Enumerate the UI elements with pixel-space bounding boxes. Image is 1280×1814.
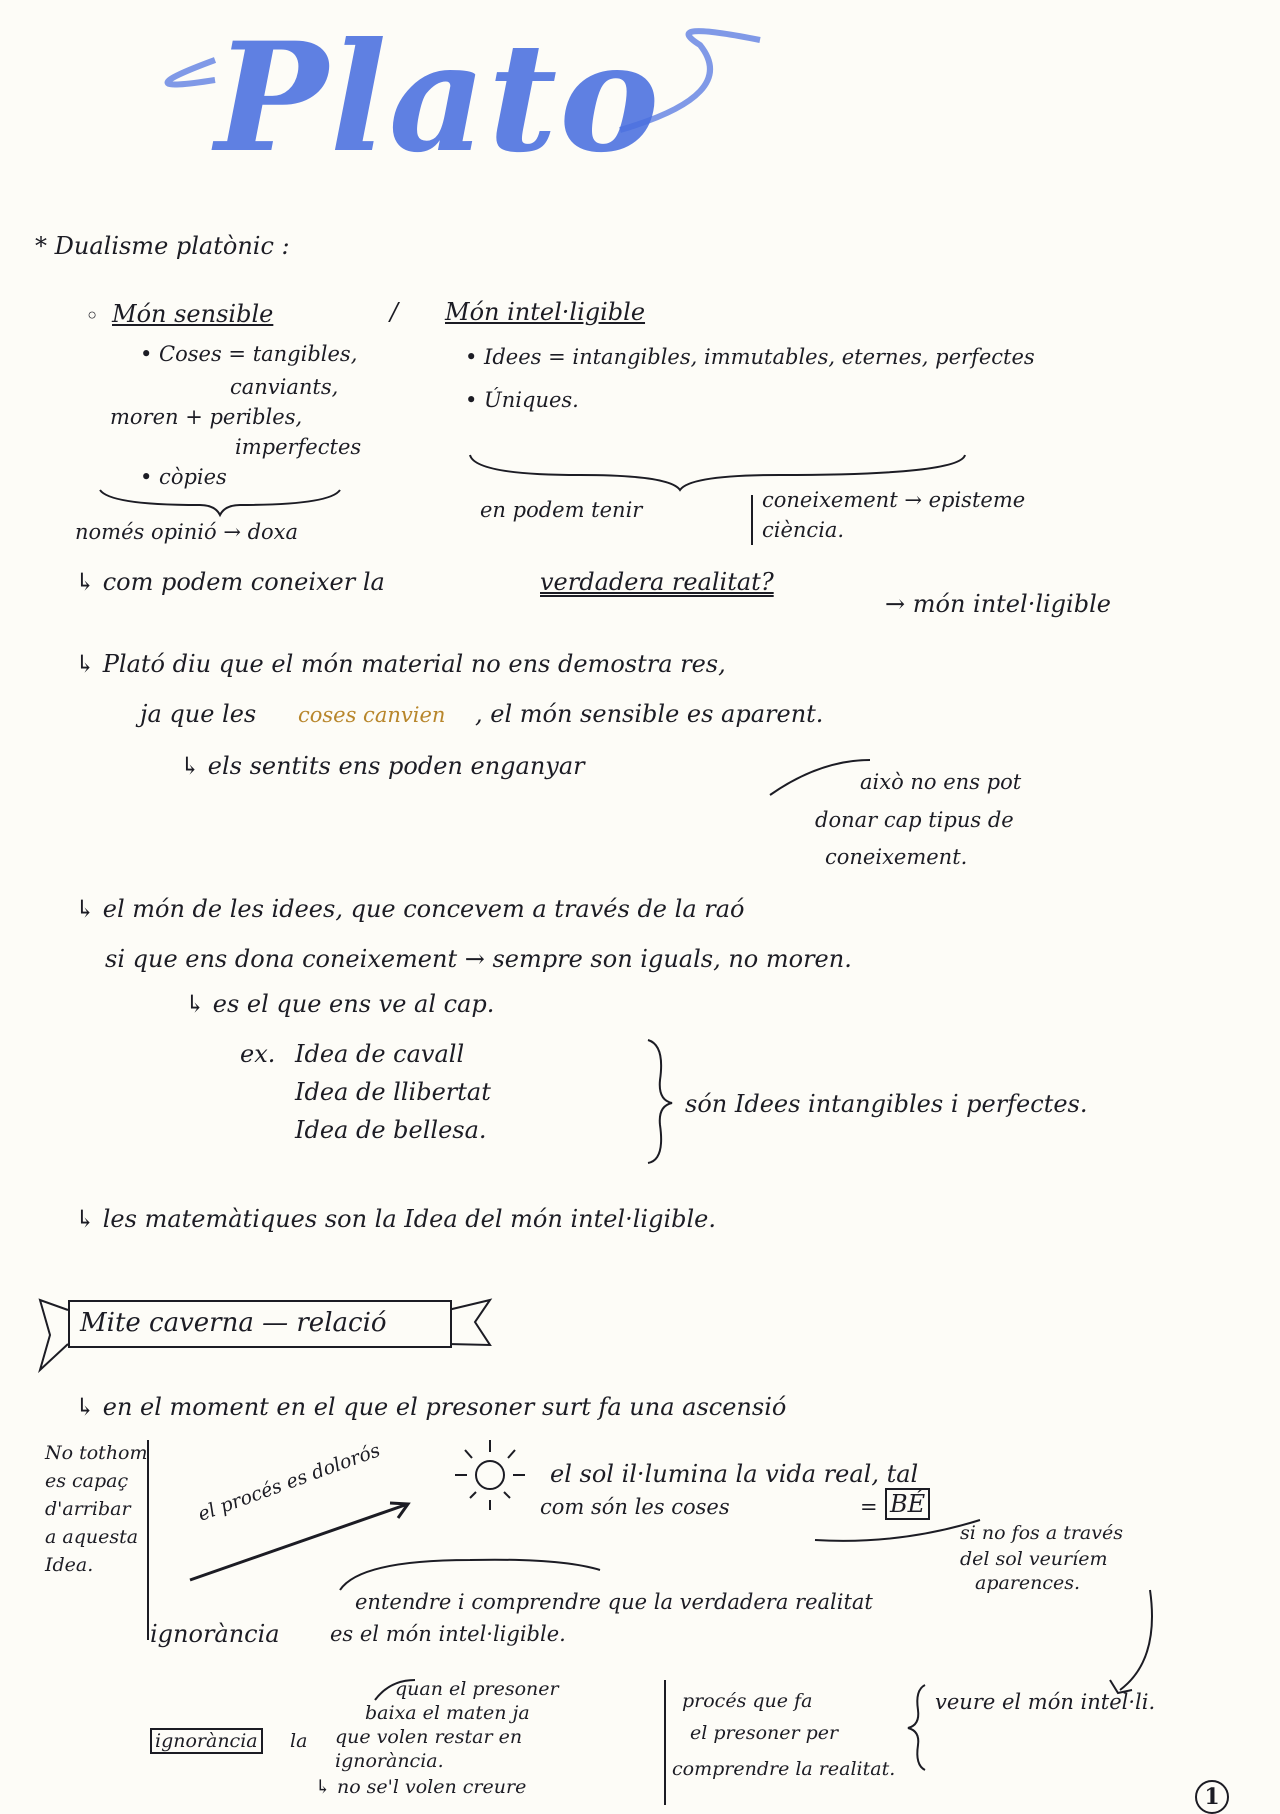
understand-curve <box>340 1560 600 1590</box>
banner-tail-right <box>448 1300 490 1345</box>
good-label: BÉ <box>885 1488 930 1520</box>
ignorance-box-label: ignorància <box>150 1728 263 1754</box>
intelligible-world-header: Món intel·ligible <box>445 298 646 326</box>
side-note-line: a aquesta <box>45 1526 139 1548</box>
side-note-line: Idea. <box>45 1554 94 1576</box>
example-item: Idea de bellesa. <box>295 1116 487 1144</box>
cave-banner <box>68 1300 452 1348</box>
plato-line-b: coses canvien <box>298 703 446 727</box>
sun-line: com són les coses <box>540 1495 730 1519</box>
sun-rays-icon <box>455 1440 525 1510</box>
appearances-line: aparences. <box>975 1572 1081 1594</box>
descent-line: ↳ no se'l volen creure <box>315 1776 527 1798</box>
down-arrow <box>1120 1590 1152 1690</box>
intelligible-result-term: ciència. <box>762 518 845 542</box>
good-box <box>885 1490 930 1519</box>
process-line: procés que fa <box>682 1690 813 1712</box>
equals-sign: = <box>860 1495 878 1519</box>
side-note-line: d'arribar <box>45 1498 131 1520</box>
example-item: Idea de cavall <box>295 1040 465 1068</box>
side-note-line: es capaç <box>45 1470 129 1492</box>
ignorance-box <box>150 1730 263 1753</box>
ideas-line: si que ens dona coneixement → sempre son iguals, no moren. <box>105 945 852 973</box>
sensible-item: moren + peribles, <box>110 405 303 429</box>
dualism-heading: * Dualisme platònic : <box>35 232 290 260</box>
ignorance-is: es el món intel·ligible. <box>330 1622 566 1646</box>
cave-line: ↳ en el moment en el que el presoner surt fa una ascensió <box>75 1393 787 1421</box>
examples-brace <box>648 1040 672 1163</box>
sun-icon <box>476 1461 504 1489</box>
senses-line: ↳ els sentits ens poden enganyar <box>180 752 585 780</box>
plato-line: ↳ Plató diu que el món material no ens demostra res, <box>75 650 726 678</box>
process-brace <box>908 1685 925 1770</box>
ideas-line: ↳ el món de les idees, que concevem a través de la raó <box>75 895 745 923</box>
sun-line: el sol il·lumina la vida real, tal <box>550 1460 919 1488</box>
question-underlined: verdadera realitat? <box>540 568 774 596</box>
banner-tail-left <box>40 1300 68 1370</box>
plato-line-a: ja que les <box>140 700 257 728</box>
question-prefix: ↳ com podem coneixer la <box>75 568 385 596</box>
note-line: coneixement. <box>825 845 968 869</box>
descent-line: quan el presoner <box>395 1678 559 1700</box>
sensible-world-header: Món sensible <box>112 300 274 328</box>
ignorance-word: ignorància <box>150 1620 280 1648</box>
page-number: 1 <box>1195 1780 1229 1814</box>
descent-line: ignorància. <box>335 1750 444 1772</box>
sensible-item: • còpies <box>140 465 227 489</box>
cave-banner-text: Mite caverna — relació <box>80 1308 387 1338</box>
note-line: donar cap tipus de <box>815 808 1014 832</box>
question-answer: → món intel·ligible <box>885 590 1111 618</box>
example-item: Idea de llibertat <box>295 1078 491 1106</box>
column-separator: / <box>390 298 399 326</box>
sensible-result: només opinió → doxa <box>75 520 299 544</box>
sensible-item: canviants, <box>230 375 339 399</box>
process-line: el presoner per <box>690 1722 839 1744</box>
sensible-item: imperfectes <box>235 435 362 459</box>
page-title: Plato <box>215 10 662 186</box>
title-flourish-right <box>620 31 760 130</box>
descent-line: que volen restar en <box>335 1726 523 1748</box>
arrow-label: el procés es dolorós <box>195 1439 384 1526</box>
math-line: ↳ les matemàtiques son la Idea del món intel·ligible. <box>75 1205 716 1233</box>
descent-line: baixa el maten ja <box>365 1702 530 1724</box>
title-flourish-left <box>168 60 216 85</box>
intelligible-result-term: coneixement → episteme <box>762 488 1026 512</box>
plato-line-c: , el món sensible es aparent. <box>475 700 824 728</box>
appearances-line: del sol veuríem <box>960 1548 1108 1570</box>
intelligible-item: • Idees = intangibles, immutables, eternes, perfectes <box>465 345 1035 369</box>
intelligible-item: • Úniques. <box>465 388 579 412</box>
process-result: veure el món intel·li. <box>935 1690 1156 1714</box>
appearances-line: si no fos a través <box>960 1522 1123 1544</box>
left-brace <box>100 490 340 515</box>
ideas-line: ↳ es el que ens ve al cap. <box>185 990 495 1018</box>
right-brace <box>470 455 965 490</box>
good-curve <box>815 1520 980 1541</box>
intelligible-result-prefix: en podem tenir <box>480 498 643 522</box>
bullet-dot: ◦ <box>85 302 100 330</box>
note-line: això no ens pot <box>860 770 1022 794</box>
note-curve <box>770 760 870 795</box>
understand-line: entendre i comprendre que la verdadera realitat <box>355 1590 873 1614</box>
la-word: la <box>290 1730 308 1752</box>
sensible-item: • Coses = tangibles, <box>140 342 358 366</box>
process-line: comprendre la realitat. <box>672 1758 896 1780</box>
examples-conclusion: són Idees intangibles i perfectes. <box>685 1090 1088 1118</box>
examples-prefix: ex. <box>240 1040 276 1068</box>
side-note-line: No tothom <box>45 1442 148 1464</box>
